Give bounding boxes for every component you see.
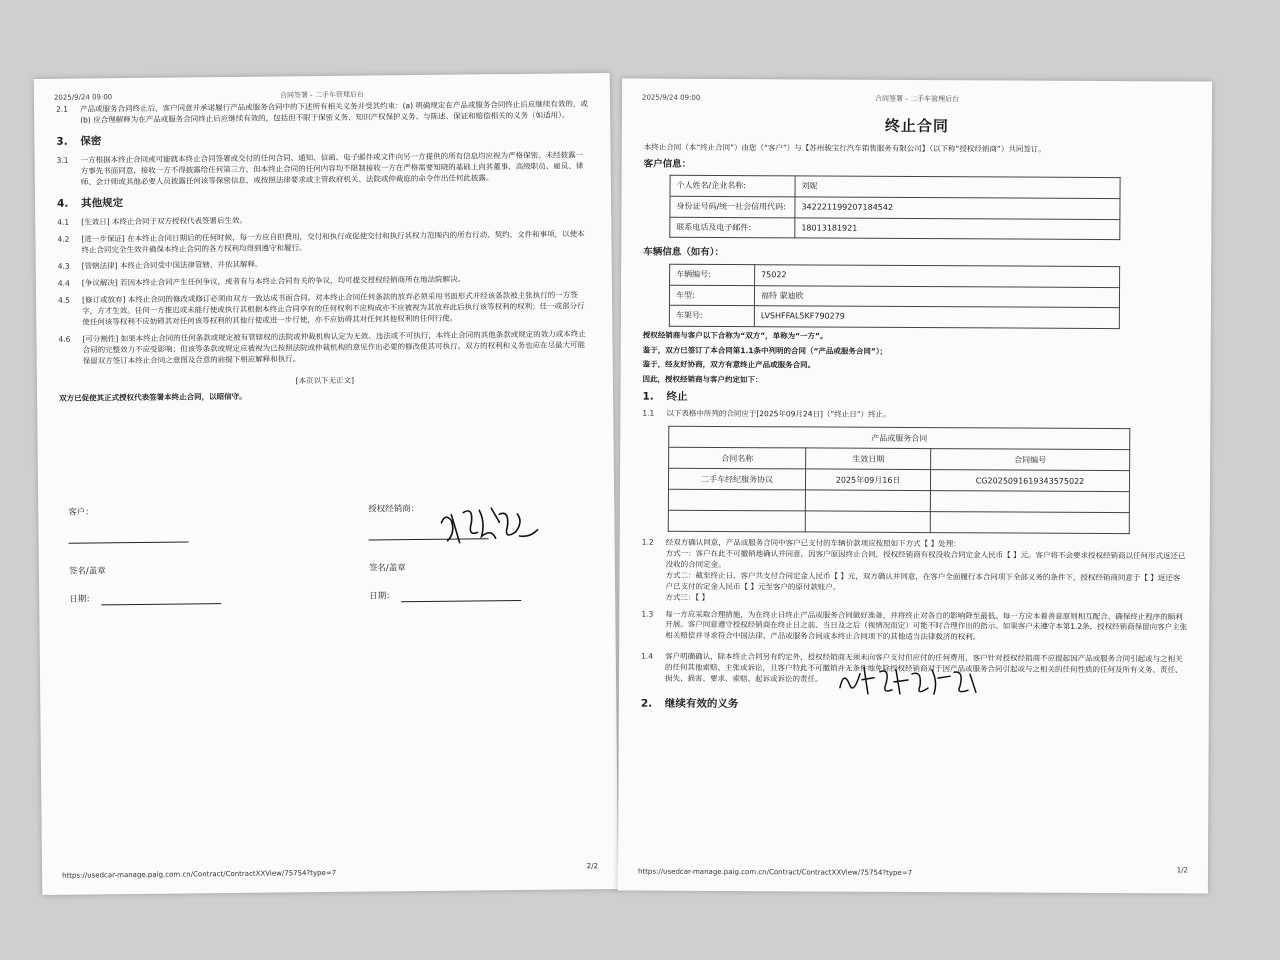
clause-1-2-option-3: 方式三：【 】 [665,592,710,602]
clause-1-2-option-1: 方式一：客户在此不可撤销地确认并同意，因客户原因终止合同，授权经销商有权没收合同定金人民币【 】元。客户将不会要求授权经销商以任何形式返还已没收的合同定金。 [665,548,1186,570]
clause-4-3: 4.3 [管辖法律] 本终止合同受中国法律管辖，并依其解释。 [57,260,263,272]
clause-1-3: 1.3 每一方应采取合理措施，为在终止日终止产品或服务合同做好准备，并将终止对各自的影响降至最低。每一方应本着善意原则相互配合，确保终止程序的顺利开展。客户同意遵守授权经销商在终止日之前、当日及之后（视情况而定）可能不时合理作出的指示。如果客户未遵守本第1.2条，授权经销商保留向客户主张相关赔偿并寻求符合中国法律、产品或服务合同或本终止合同项下的其他适当法律救济的权利。 [641,609,1188,642]
print-url: https://usedcar-manage.paig.com.cn/Contract/ContractXXView/75754?type=7 [62,868,337,880]
customer-signature [68,496,289,625]
clause-4-1: 4.1 [生效日] 本终止合同于双方授权代表签署后生效。 [57,215,248,227]
table-row: 联系电话及电子邮件: 18013181921 [670,217,1120,240]
section-1-heading: 1. 终止 [642,390,688,404]
contract-page-1 [618,78,1212,893]
clause-1-2-lead: 经双方确认同意，产品或服务合同中客户已支付的车辆价款项应按照如下方式【 】处理： [665,538,961,549]
preamble-1: 授权经销商与客户以下合称为“双方”，单称为“一方”。 [642,330,828,341]
print-footer [62,862,599,881]
dealer-date-label: 日期： [369,590,395,602]
clause-4-5: 4.5 [修订或放弃] 本终止合同的修改或修订必须由双方一致达成书面合同。对本终止合同任何条款的放弃必须采用书面形式并经该条款被主张执行的一方签字，方才生效。任何一方推迟或未能行使或执行其根据本终止合同享有的任何权利不应构成亦不应被视为其放弃此后执行该等权利的权利；任一或部分行使任何该等权利不应妨碍其对任何该等权利的其他行使或进一步行使，亦不应妨碍其对任何其他权利的任何行使。 [58,290,585,327]
print-title: 合同签署 - 二手车管理后台 [279,90,364,100]
table-row: 车架号: LVSHFFAL5KF790279 [669,305,1119,328]
customer-name-line [68,525,188,543]
page-body [641,105,1190,721]
customer-sign-label: 签名/盖章 [68,565,106,577]
page-number: 2/2 [586,862,599,871]
section-4-heading: 4. 其他规定 [56,196,124,210]
table-row [668,511,1129,534]
table-row: 车型: 福特 蒙迪欧 [669,285,1119,308]
clause-3-1: 3.1 一方根据本终止合同或可能就本终止合同签署或交付的任何合同、通知、信函、电子邮件或文件向另一方提供的所有信息均应视为严格保密。未经披露一方事先书面同意，接收一方不得披露给任何第三方，但本终止合同的任何内容均不限制接收一方在严格需要知晓的基础上向其董事、高级职员、雇员、律师、会计师或其他必要人员披露任何该等保密信息，或按照法律要求或主管政府机关、法院或仲裁庭的命令作出任何此披露。 [56,150,584,187]
clause-4-6: 4.6 [可分割性] 如果本终止合同的任何条款或规定被有管辖权的法院或仲裁机构认定为无效、违法或不可执行，本终止合同的其他条款或规定的效力或本终止合同的完整效力不应受影响；但该等条款或规定应被视为已按照法院或仲裁机构的意见作出必要的修改使其可执行。双方的权利和义务也应在尽最大可能保留双方签订本终止合同之意图及合意的前提下相应解释和执行。 [58,329,586,366]
no-text-note: [本页以下无正文] [295,376,355,386]
clause-1-1: 1.1 以下表格中所列的合同应于[2025年09月24日]（“终止日”）终止。 [642,409,891,420]
section-2-heading: 2. 继续有效的义务 [640,697,739,710]
contract-page-2 [34,73,619,895]
page-body [56,99,591,409]
table-row: 身份证号码/统一社会信用代码: 342221199207184542 [670,196,1120,219]
table-row [668,490,1129,513]
customer-label: 客户： [68,507,94,518]
customer-date-line [101,589,221,605]
print-url: https://usedcar-manage.paig.com.cn/Contract/ContractXXView/75754?type=7 [637,867,913,877]
table-row: 二手车经纪服务协议 2025年09月16日 CG2025091619343575022 [668,469,1129,492]
preamble-2: 鉴于，双方已签订了本合同第1.1条中列明的合同（“产品或服务合同”）； [642,345,888,356]
contract-table [668,426,1131,534]
clause-4-2: 4.2 [进一步保证] 在本终止合同日期后的任何时候，每一方应自担费用，交付和执行或促使交付和执行其权力范围内的所有行动、契约、文件和事项，以使本终止合同完全生效并确保本终止合同的各方权利均得到遵守和履行。 [57,228,585,255]
vehicle-info-table [669,264,1120,329]
clause-4-4: 4.4 [争议解决] 若因本终止合同产生任何争议，或者有与本终止合同有关的争议，均可提交授权经销商所在地法院解决。 [57,274,466,289]
customer-info-table [669,175,1120,240]
print-header [642,93,1192,104]
print-date: 2025/9/24 09:00 [53,93,113,102]
preamble-3: 鉴于，经友好协商，双方有意终止产品或服务合同。 [642,360,816,370]
clause-2-1: 2.1 产品或服务合同终止后，客户同意并承诺履行产品或服务合同中的下述所有相关义务并受其约束：(a) 明确规定在产品或服务合同终止后应继续有效的，或 (b) 应合理解释为在产品或服务合同终止后应继续有效的，包括但不限于保密义务、知识产权保护义务、与陈述、保证和赔偿相关的义务（如适用）。 [56,99,588,125]
customer-info-heading: 客户信息： [643,158,692,170]
print-footer [638,866,1188,879]
page-number: 1/2 [1176,866,1189,875]
dealer-name-line [368,522,488,540]
table-row: 车辆编号: 75022 [670,264,1120,287]
signature-block [68,493,585,618]
clause-1-4: 1.4 客户明确确认，除本终止合同另有约定外，授权经销商无须未向客户支付但应付的任何费用，客户针对授权经销商不应提起因产品或服务合同引起或与之相关的任何其他索赔、主张或诉讼，且客户特此不可撤销并无条件地免除授权经销商对于因产品或服务合同引起或与之相关的任何性质的任何及所有义务、责任、损失、损害、要求、索赔、起诉或诉讼的责任。 [641,651,1183,684]
document-title: 终止合同 [884,116,949,136]
dealer-date-line [401,586,521,602]
dealer-sign-label: 签名/盖章 [368,562,406,574]
print-date: 2025/9/24 09:00 [642,93,701,102]
clause-1-2-option-2: 方式二：截至终止日，客户共支付合同定金人民币【 】元，双方确认并同意，在客户全面履行本合同项下全部义务的条件下，授权经销商同意于【 】返还客户已支付的定金人民币【 】元至客户的原付款账户。 [665,570,1181,592]
vehicle-info-heading: 车辆信息（如有）： [643,246,725,259]
preamble-4: 因此，授权经销商与客户约定如下： [642,374,763,385]
print-title: 合同签署 - 二手车管理后台 [875,94,960,104]
witness-statement: 双方已促使其正式授权代表签署本终止合同，以昭信守。 [59,392,247,404]
dealer-signature [368,493,589,622]
clause-1-2: 1.2 经双方确认同意，产品或服务合同中客户已支付的车辆价款项应按照如下方式【 】处理： 方式一：客户在此不可撤销地确认并同意，因客户原因终止合同，授权经销商有权没收合同定金人民币【 】元。客户将不会要求授权经销商以任何形式返还已没收的合同定金。 方式二：截至终止日，客户共支付合同定金人民币【 】元，双方确认并同意，在客户全面履行本合同项下全部义务的条件下，授权经销商同意于【 】返还客户已支付的定金人民币【 】元至客户的原付款账户。 方式三：【 】 [641,538,1187,606]
table-header-row: 合同名称 生效日期 合同编号 [669,448,1130,471]
contract-table-caption: 产品或服务合同 [669,427,1130,450]
dealer-label: 授权经销商： [368,503,420,515]
customer-date-label: 日期： [69,594,95,605]
print-header [53,87,590,102]
section-3-heading: 3. 保密 [56,135,102,148]
intro-paragraph: 本终止合同（本“终止合同”）由您（“客户”）与【苏州骏宝行汽车销售服务有限公司】（以下称“授权经销商”）共同签订。 [643,142,1046,154]
table-row: 个人姓名/企业名称: 刘妮 [670,176,1120,199]
